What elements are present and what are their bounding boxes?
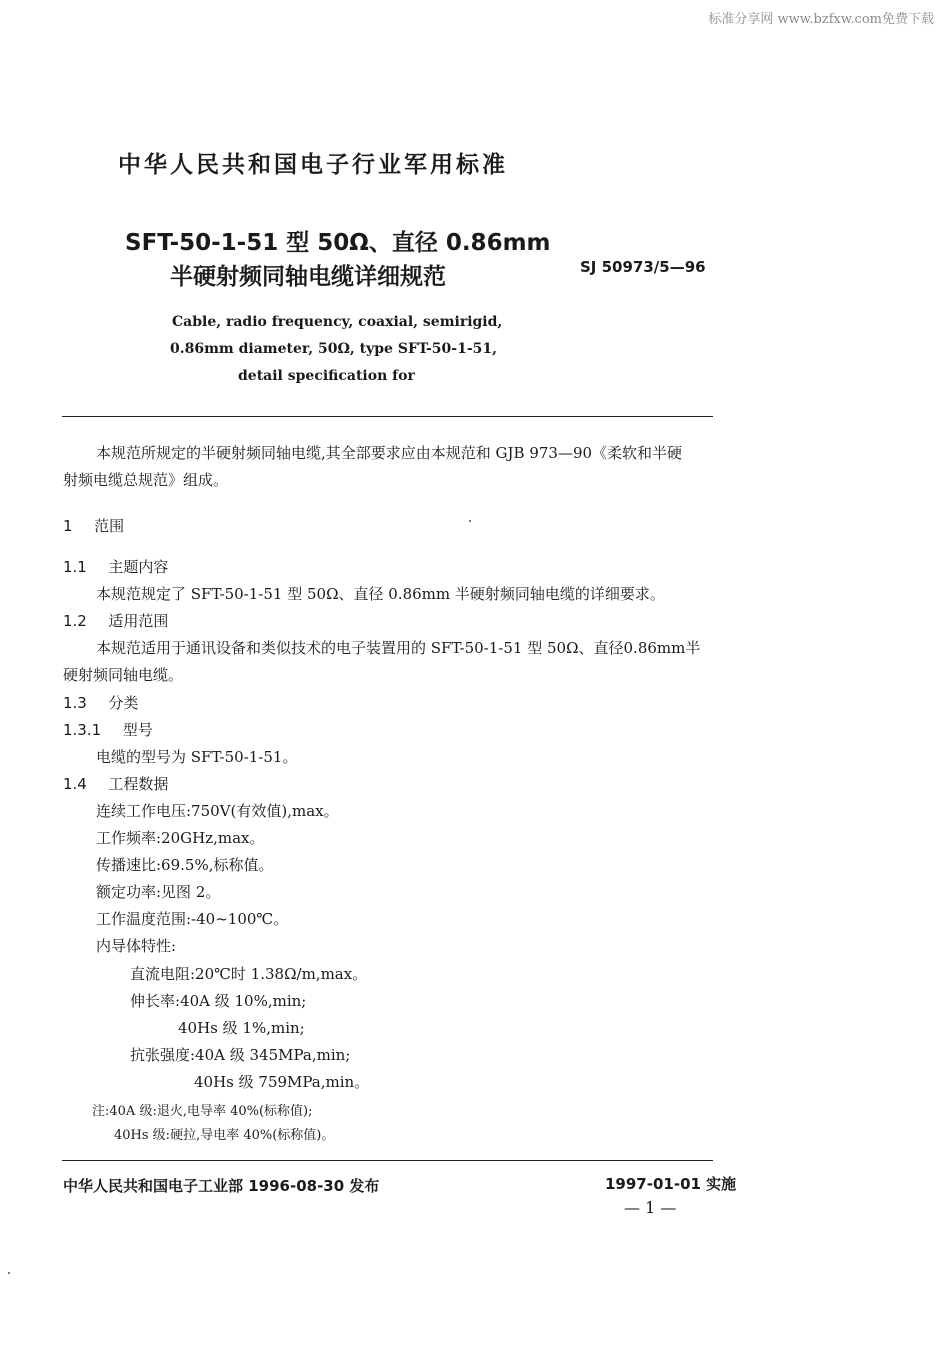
note-line-2: 40Hs 级:硬拉,导电率 40%(标称值)。 (114, 1128, 335, 1143)
intro-line-1: 本规范所规定的半硬射频同轴电缆,其全部要求应由本规范和 GJB 973—90《柔软和半硬 (96, 444, 683, 462)
section-title: 适用范围 (108, 612, 169, 630)
page-number: — 1 — (624, 1198, 677, 1217)
section-1-2-text-line-1: 本规范适用于通讯设备和类似技术的电子装置用的 SFT-50-1-51 型 50Ω、直径0.86mm半 (96, 639, 701, 657)
section-title: 工程数据 (108, 775, 169, 793)
engineering-item-inner-conductor: 内导体特性: (96, 937, 177, 955)
english-title-line-1: Cable, radio frequency, coaxial, semirigid, (172, 314, 503, 330)
section-title: 分类 (108, 694, 139, 712)
inner-elongation-40hs: 40Hs 级 1%,min; (178, 1019, 305, 1037)
section-1-3-heading (63, 693, 138, 713)
inner-tensile-40hs: 40Hs 级 759MPa,min。 (194, 1073, 370, 1091)
section-number: 1.1 (63, 558, 87, 576)
note-line-1: 注:40A 级:退火,电导率 40%(标称值); (92, 1104, 313, 1119)
inner-tensile-40a: 抗张强度:40A 级 345MPa,min; (130, 1046, 351, 1064)
standard-category: 中华人民共和国电子行业军用标准 (118, 152, 508, 178)
section-number: 1.3 (63, 694, 87, 712)
section-1-heading (63, 516, 124, 536)
engineering-item-velocity: 传播速比:69.5%,标称值。 (96, 856, 274, 874)
standard-number: SJ 50973/5—96 (580, 258, 706, 276)
inner-dc-resistance: 直流电阻:20℃时 1.38Ω/m,max。 (130, 965, 368, 983)
section-1-3-1-heading (63, 720, 153, 740)
engineering-item-temperature: 工作温度范围:-40~100℃。 (96, 910, 289, 928)
section-1-2-heading (63, 611, 168, 631)
title-line-1: SFT-50-1-51 型 50Ω、直径 0.86mm (125, 230, 551, 256)
section-1-2-text-line-2: 硬射频同轴电缆。 (63, 666, 184, 684)
issue-statement: 中华人民共和国电子工业部 1996-08-30 发布 (63, 1177, 380, 1195)
section-1-1-text: 本规范规定了 SFT-50-1-51 型 50Ω、直径 0.86mm 半硬射频同轴电缆的详细要求。 (96, 585, 665, 603)
english-title-line-2: 0.86mm diameter, 50Ω, type SFT-50-1-51, (170, 341, 498, 357)
section-number: 1.3.1 (63, 721, 102, 739)
engineering-item-power: 额定功率:见图 2。 (96, 883, 221, 901)
header-divider (62, 416, 713, 417)
intro-line-2: 射频电缆总规范》组成。 (63, 471, 229, 489)
section-title: 型号 (122, 721, 153, 739)
section-number: 1.2 (63, 612, 87, 630)
section-title: 范围 (94, 517, 125, 535)
engineering-item-voltage: 连续工作电压:750V(有效值),max。 (96, 802, 339, 820)
section-number: 1 (63, 517, 73, 535)
section-number: 1.4 (63, 775, 87, 793)
scan-speck (469, 520, 471, 522)
effective-date: 1997-01-01 实施 (605, 1175, 737, 1193)
section-1-4-heading (63, 774, 168, 794)
english-title-line-3: detail specification for (238, 368, 415, 384)
watermark-text: 标准分享网 www.bzfxw.com免费下载 (708, 12, 934, 27)
section-1-3-1-text: 电缆的型号为 SFT-50-1-51。 (96, 748, 298, 766)
engineering-item-frequency: 工作频率:20GHz,max。 (96, 829, 265, 847)
section-1-1-heading (63, 557, 168, 577)
title-line-2: 半硬射频同轴电缆详细规范 (170, 264, 446, 290)
footer-divider (62, 1160, 713, 1161)
section-title: 主题内容 (108, 558, 169, 576)
inner-elongation-40a: 伸长率:40A 级 10%,min; (130, 992, 307, 1010)
scan-speck (8, 1272, 10, 1274)
